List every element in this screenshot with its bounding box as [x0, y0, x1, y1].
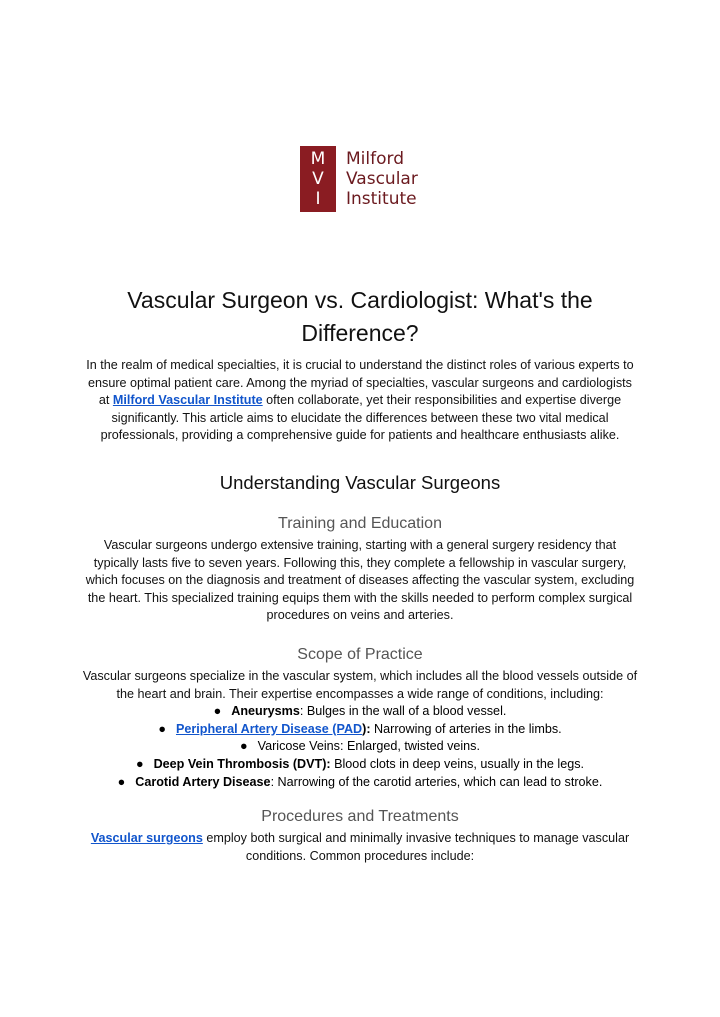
conditions-list	[82, 703, 638, 791]
logo-mark	[300, 146, 336, 212]
logo-letter-m: M	[310, 149, 326, 169]
bullet-icon: ●	[117, 774, 126, 789]
article-title: Vascular Surgeon vs. Cardiologist: What's the Difference?	[127, 287, 593, 346]
pad-link[interactable]: Peripheral Artery Disease (PAD	[175, 721, 363, 736]
vascular-surgeons-link[interactable]: Vascular surgeons	[90, 831, 203, 846]
term-carotid: Carotid Artery Disease	[135, 774, 271, 789]
scope-paragraph: Vascular surgeons specialize in the vascular system, which includes all the blood vessels outside of the heart and brain. Their expertise encompasses a wide range of conditions, including:	[82, 668, 638, 701]
article	[82, 284, 638, 865]
desc-aneurysms: : Bulges in the wall of a blood vessel.	[299, 704, 507, 719]
intro-paragraph	[82, 357, 638, 445]
logo-letter-i: I	[315, 189, 321, 209]
logo-letter-v: V	[312, 169, 324, 189]
intro-text-start: In the realm of medical specialties, it is crucial to understand the distinct roles of various experts to ensure optimal patient care. Among the myriad of specialties, vascular surgeons and cardiologists at	[86, 358, 634, 408]
subheading-scope: Scope of Practice	[297, 645, 423, 663]
term-dvt: Deep Vein Thrombosis (DVT):	[153, 756, 331, 771]
subheading-procedures: Procedures and Treatments	[261, 808, 459, 826]
desc-dvt: Blood clots in deep veins, usually in the legs.	[330, 756, 585, 771]
desc-carotid: : Narrowing of the carotid arteries, which can lead to stroke.	[270, 774, 603, 789]
logo-line-1: Milford	[346, 149, 404, 169]
institute-logo	[300, 146, 418, 212]
bullet-icon: ●	[158, 721, 166, 736]
subheading-training: Training and Education	[278, 514, 442, 532]
logo-wordmark	[346, 146, 418, 212]
list-item-aneurysms	[82, 703, 638, 721]
procedures-text: employ both surgical and minimally invasive techniques to manage vascular conditions. Common procedures include:	[202, 831, 630, 863]
logo-line-2: Vascular	[346, 169, 418, 189]
term-aneurysms: Aneurysms	[231, 704, 300, 719]
list-item-varicose	[82, 738, 638, 756]
intro-text-end: often collaborate, yet their responsibilities and expertise diverge significantly. This article aims to elucidate the differences between these two vital medical professionals, providing a comprehensive guide for patients and healthcare enthusiasts alike.	[100, 393, 622, 443]
pad-close: ):	[362, 721, 371, 736]
bullet-icon: ●	[240, 739, 248, 754]
desc-varicose: Varicose Veins: Enlarged, twisted veins.	[257, 739, 480, 754]
logo-line-3: Institute	[346, 189, 417, 209]
bullet-icon: ●	[135, 756, 144, 771]
section-heading-vascular-surgeons: Understanding Vascular Surgeons	[219, 471, 501, 493]
milford-vascular-institute-link[interactable]: Milford Vascular Institute	[112, 393, 263, 408]
bullet-icon: ●	[213, 704, 222, 719]
list-item-dvt	[82, 756, 638, 774]
list-item-pad	[82, 721, 638, 739]
desc-pad: Narrowing of arteries in the limbs.	[370, 721, 562, 736]
procedures-paragraph	[82, 830, 638, 865]
list-item-carotid	[82, 774, 638, 792]
training-paragraph: Vascular surgeons undergo extensive training, starting with a general surgery residency that typically lasts five to seven years. Following this, they complete a fellowship in vascular surgery, which focuses on the diagnosis and treatment of diseases affecting the vascular system, excluding the heart. This specialized training equips them with the skills needed to perform complex surgical procedures on veins and arteries.	[85, 537, 635, 623]
